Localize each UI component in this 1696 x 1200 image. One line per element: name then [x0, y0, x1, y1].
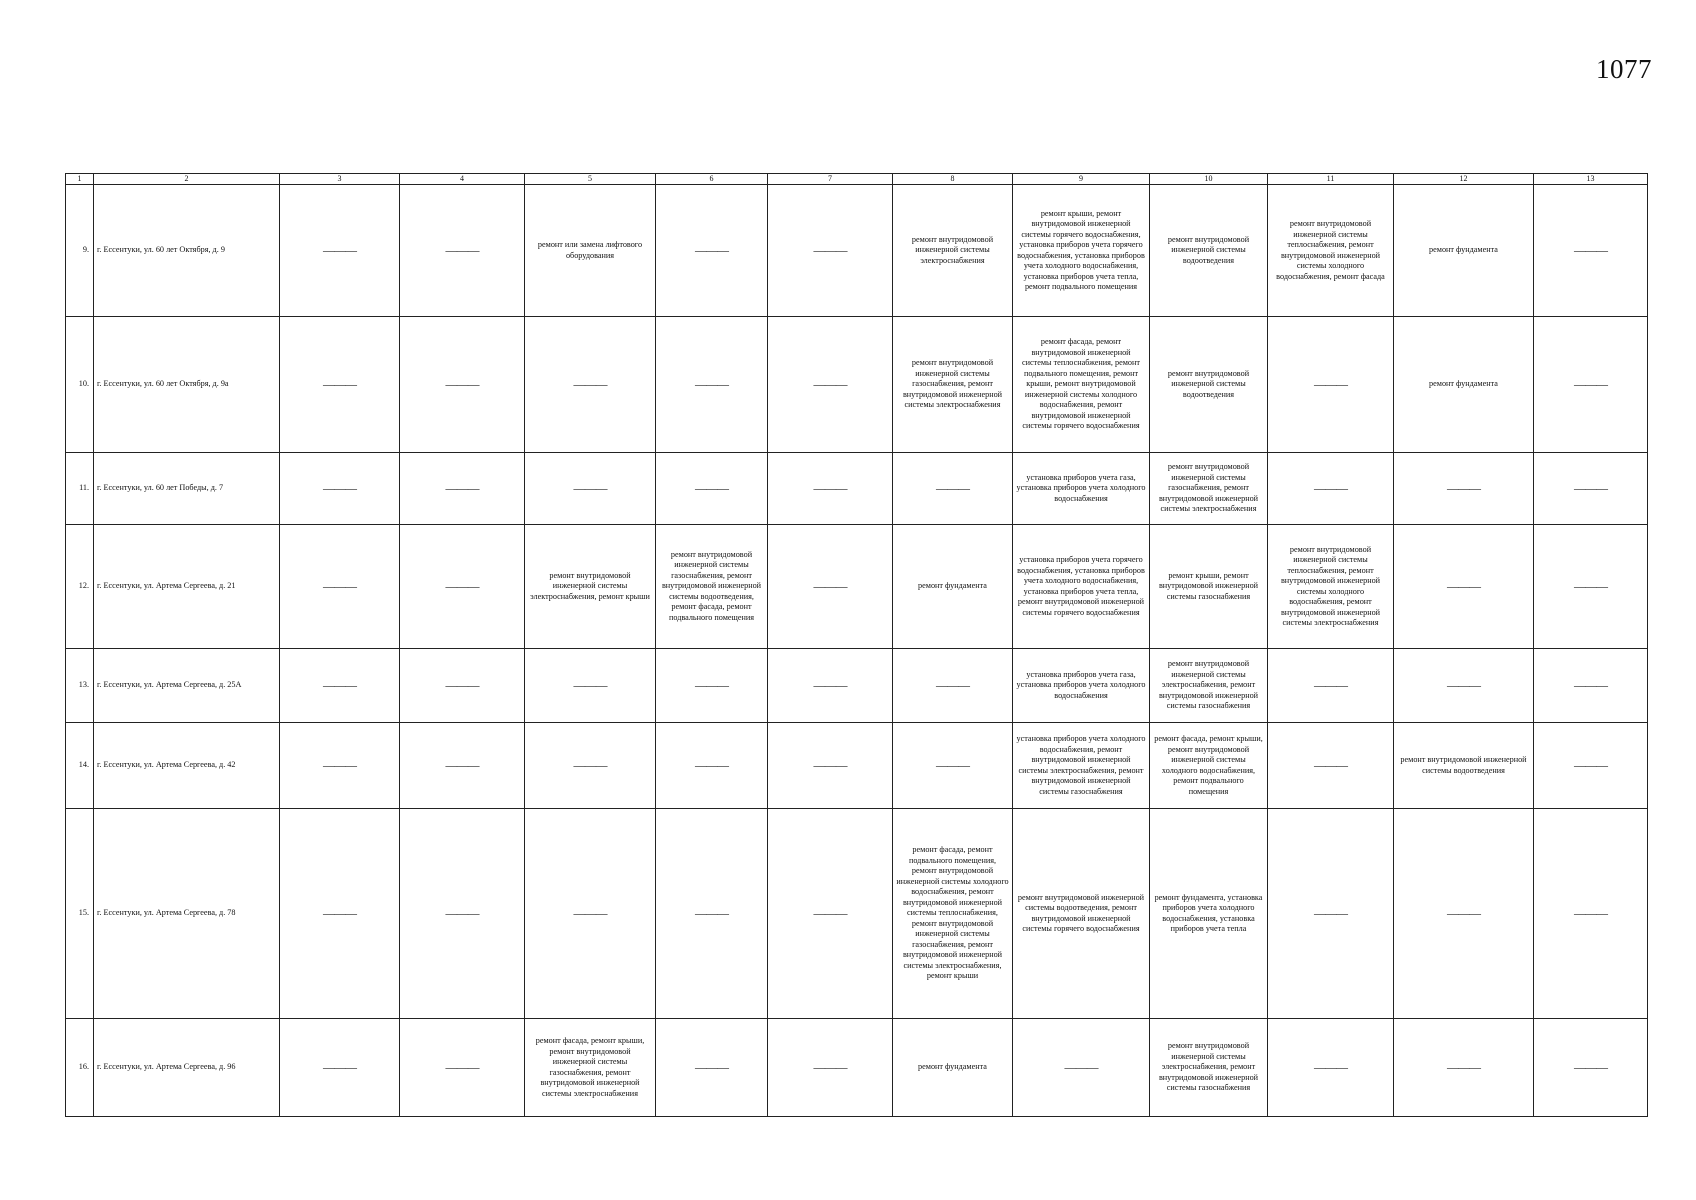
work-cell: ———: [1268, 649, 1394, 723]
work-cell: установка приборов учета газа, установка приборов учета холодного водоснабжения: [1013, 453, 1150, 525]
table-row: [66, 185, 1648, 317]
repair-schedule-table: [65, 173, 1648, 1117]
work-cell: ———: [400, 1019, 525, 1117]
work-cell: ———: [400, 317, 525, 453]
work-cell: ———: [893, 453, 1013, 525]
column-number: 13: [1534, 174, 1648, 185]
work-cell: ремонт внутридомовой инженерной системы теплоснабжения, ремонт внутридомовой инженерной системы холодного водоснабжения, ремонт фасада: [1268, 185, 1394, 317]
row-number: 14.: [66, 723, 94, 809]
work-cell: ———: [656, 317, 768, 453]
table-row: [66, 809, 1648, 1019]
work-cell: ———: [400, 649, 525, 723]
work-cell: ———: [525, 649, 656, 723]
column-number: 9: [1013, 174, 1150, 185]
work-cell: ———: [656, 185, 768, 317]
work-cell: ———: [656, 453, 768, 525]
work-cell: ———: [1534, 809, 1648, 1019]
work-cell: ремонт внутридомовой инженерной системы электроснабжения, ремонт крыши: [525, 525, 656, 649]
work-cell: ———: [400, 525, 525, 649]
work-cell: ремонт внутридомовой инженерной системы водоотведения, ремонт внутридомовой инженерной системы горячего водоснабжения: [1013, 809, 1150, 1019]
address-cell: г. Ессентуки, ул. 60 лет Октября, д. 9а: [94, 317, 280, 453]
work-cell: ———: [768, 453, 893, 525]
work-cell: ———: [1534, 1019, 1648, 1117]
address-cell: г. Ессентуки, ул. 60 лет Октября, д. 9: [94, 185, 280, 317]
column-number: 6: [656, 174, 768, 185]
work-cell: ремонт фундамента: [1394, 185, 1534, 317]
work-cell: установка приборов учета холодного водоснабжения, ремонт внутридомовой инженерной системы электроснабжения, ремонт внутридомовой инженерной системы газоснабжения: [1013, 723, 1150, 809]
work-cell: ———: [1394, 1019, 1534, 1117]
column-number: 3: [280, 174, 400, 185]
work-cell: ———: [1534, 317, 1648, 453]
work-cell: ———: [1268, 723, 1394, 809]
work-cell: ремонт внутридомовой инженерной системы водоотведения: [1150, 317, 1268, 453]
table-row: [66, 317, 1648, 453]
work-cell: ———: [1268, 453, 1394, 525]
work-cell: ———: [280, 723, 400, 809]
work-cell: ремонт внутридомовой инженерной системы газоснабжения, ремонт внутридомовой инженерной системы водоотведения, ремонт фасада, ремонт подвального помещения: [656, 525, 768, 649]
work-cell: ———: [1534, 723, 1648, 809]
work-cell: ремонт фундамента: [1394, 317, 1534, 453]
work-cell: ———: [1534, 185, 1648, 317]
work-cell: установка приборов учета горячего водоснабжения, установка приборов учета холодного водоснабжения, установка приборов учета тепла, ремонт внутридомовой инженерной системы горячего водоснабжения: [1013, 525, 1150, 649]
work-cell: ———: [1534, 649, 1648, 723]
work-cell: ———: [400, 723, 525, 809]
work-cell: ———: [1268, 809, 1394, 1019]
column-number: 8: [893, 174, 1013, 185]
address-cell: г. Ессентуки, ул. 60 лет Победы, д. 7: [94, 453, 280, 525]
work-cell: ремонт фасада, ремонт подвального помещения, ремонт внутридомовой инженерной системы холодного водоснабжения, ремонт внутридомовой инженерной системы теплоснабжения, ремонт внутридомовой инженерной системы газоснабжения, ремонт внутридомовой инженерной системы электроснабжения, ремонт крыши: [893, 809, 1013, 1019]
address-cell: г. Ессентуки, ул. Артема Сергеева, д. 96: [94, 1019, 280, 1117]
work-cell: ремонт фундамента: [893, 525, 1013, 649]
column-number: 11: [1268, 174, 1394, 185]
row-number: 10.: [66, 317, 94, 453]
work-cell: ———: [768, 649, 893, 723]
row-number: 16.: [66, 1019, 94, 1117]
work-cell: ———: [768, 185, 893, 317]
work-cell: ———: [768, 1019, 893, 1117]
work-cell: ремонт внутридомовой инженерной системы водоотведения: [1150, 185, 1268, 317]
work-cell: ———: [656, 809, 768, 1019]
work-cell: ———: [280, 809, 400, 1019]
table-row: [66, 525, 1648, 649]
column-number: 1: [66, 174, 94, 185]
work-cell: ремонт внутридомовой инженерной системы водоотведения: [1394, 723, 1534, 809]
column-number: 2: [94, 174, 280, 185]
work-cell: ———: [893, 723, 1013, 809]
work-cell: ———: [400, 185, 525, 317]
work-cell: ———: [656, 1019, 768, 1117]
work-cell: ремонт крыши, ремонт внутридомовой инженерной системы газоснабжения: [1150, 525, 1268, 649]
work-cell: ремонт фасада, ремонт внутридомовой инженерной системы теплоснабжения, ремонт подвального помещения, ремонт крыши, ремонт внутридомовой инженерной системы холодного водоснабжения, ремонт внутридомовой инженерной системы горячего водоснабжения: [1013, 317, 1150, 453]
table-row: [66, 723, 1648, 809]
work-cell: ремонт или замена лифтового оборудования: [525, 185, 656, 317]
work-cell: ремонт внутридомовой инженерной системы электроснабжения, ремонт внутридомовой инженерной системы газоснабжения: [1150, 649, 1268, 723]
page-number: 1077: [1596, 54, 1652, 84]
work-cell: ———: [1013, 1019, 1150, 1117]
column-number-row: [66, 174, 1648, 185]
work-cell: ———: [525, 317, 656, 453]
column-number: 12: [1394, 174, 1534, 185]
work-cell: ———: [280, 649, 400, 723]
work-cell: ———: [1534, 453, 1648, 525]
work-cell: ———: [1394, 453, 1534, 525]
work-cell: ———: [1268, 317, 1394, 453]
work-cell: ремонт фундамента, установка приборов учета холодного водоснабжения, установка приборов учета тепла: [1150, 809, 1268, 1019]
address-cell: г. Ессентуки, ул. Артема Сергеева, д. 78: [94, 809, 280, 1019]
work-cell: ———: [656, 649, 768, 723]
work-cell: ———: [1394, 649, 1534, 723]
work-cell: ———: [280, 185, 400, 317]
work-cell: ———: [768, 723, 893, 809]
work-cell: ремонт внутридомовой инженерной системы электроснабжения, ремонт внутридомовой инженерной системы газоснабжения: [1150, 1019, 1268, 1117]
table-body: [66, 174, 1648, 1117]
row-number: 13.: [66, 649, 94, 723]
work-cell: установка приборов учета газа, установка приборов учета холодного водоснабжения: [1013, 649, 1150, 723]
work-cell: ремонт фундамента: [893, 1019, 1013, 1117]
work-cell: ———: [768, 525, 893, 649]
work-cell: ———: [893, 649, 1013, 723]
address-cell: г. Ессентуки, ул. Артема Сергеева, д. 25А: [94, 649, 280, 723]
table-row: [66, 453, 1648, 525]
address-cell: г. Ессентуки, ул. Артема Сергеева, д. 21: [94, 525, 280, 649]
work-cell: ———: [656, 723, 768, 809]
work-cell: ремонт внутридомовой инженерной системы теплоснабжения, ремонт внутридомовой инженерной системы холодного водоснабжения, ремонт внутридомовой инженерной системы электроснабжения: [1268, 525, 1394, 649]
work-cell: ———: [768, 317, 893, 453]
work-cell: ———: [1534, 525, 1648, 649]
work-cell: ремонт внутридомовой инженерной системы электроснабжения: [893, 185, 1013, 317]
work-cell: ———: [1394, 809, 1534, 1019]
row-number: 15.: [66, 809, 94, 1019]
row-number: 11.: [66, 453, 94, 525]
row-number: 12.: [66, 525, 94, 649]
column-number: 7: [768, 174, 893, 185]
work-cell: ремонт крыши, ремонт внутридомовой инженерной системы горячего водоснабжения, установка приборов учета горячего водоснабжения, установка приборов учета холодного водоснабжения, установка приборов учета тепла, ремонт подвального помещения: [1013, 185, 1150, 317]
row-number: 9.: [66, 185, 94, 317]
work-cell: ———: [525, 809, 656, 1019]
work-cell: ———: [280, 317, 400, 453]
work-cell: ———: [400, 453, 525, 525]
column-number: 10: [1150, 174, 1268, 185]
work-cell: ———: [525, 453, 656, 525]
work-cell: ———: [1394, 525, 1534, 649]
column-number: 5: [525, 174, 656, 185]
work-cell: ———: [280, 525, 400, 649]
work-cell: ———: [768, 809, 893, 1019]
address-cell: г. Ессентуки, ул. Артема Сергеева, д. 42: [94, 723, 280, 809]
work-cell: ———: [1268, 1019, 1394, 1117]
table-row: [66, 1019, 1648, 1117]
work-cell: ———: [280, 453, 400, 525]
work-cell: ремонт внутридомовой инженерной системы газоснабжения, ремонт внутридомовой инженерной системы электроснабжения: [1150, 453, 1268, 525]
work-cell: ремонт фасада, ремонт крыши, ремонт внутридомовой инженерной системы холодного водоснабжения, ремонт подвального помещения: [1150, 723, 1268, 809]
work-cell: ремонт внутридомовой инженерной системы газоснабжения, ремонт внутридомовой инженерной системы электроснабжения: [893, 317, 1013, 453]
work-cell: ———: [400, 809, 525, 1019]
work-cell: ———: [280, 1019, 400, 1117]
column-number: 4: [400, 174, 525, 185]
table-row: [66, 649, 1648, 723]
work-cell: ———: [525, 723, 656, 809]
work-cell: ремонт фасада, ремонт крыши, ремонт внутридомовой инженерной системы газоснабжения, ремонт внутридомовой инженерной системы электроснабжения: [525, 1019, 656, 1117]
